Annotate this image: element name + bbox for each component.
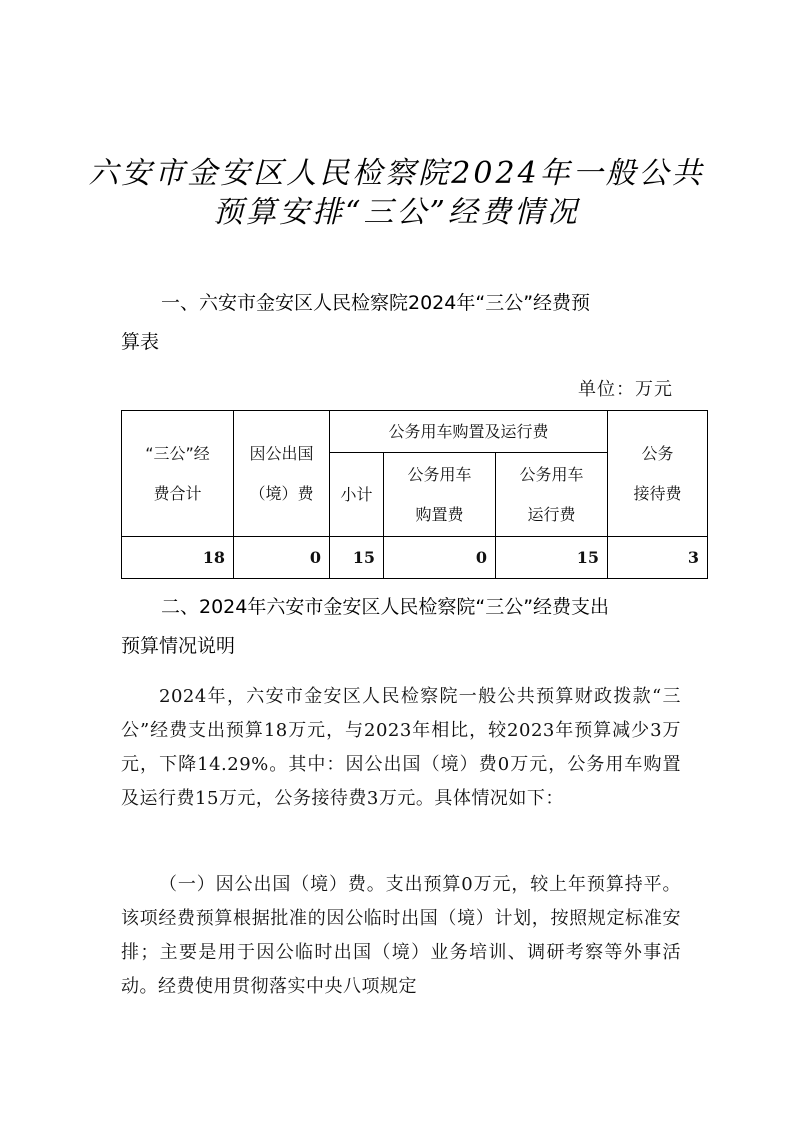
section2-heading-cont: 预算情况说明 xyxy=(121,635,236,657)
header-subtotal: 小计 xyxy=(330,453,384,537)
header-purchase xyxy=(384,453,496,537)
header-operation xyxy=(496,453,608,537)
document-title-line1: 六安市金安区人民检察院2024年一般公共 xyxy=(88,156,705,191)
paragraph-summary: 2024年，六安市金安区人民检察院一般公共预算财政拨款“三公”经费支出预算18万元，与2023年相比，较2023年预算减少3万元，下降14.29%。其中：因公出国（境）费0万元，公务用车购置及运行费15万元，公务接待费3万元。具体情况如下： xyxy=(121,686,681,809)
value-reception: 3 xyxy=(608,537,708,579)
header-reception-line2: 接待费 xyxy=(633,483,682,503)
budget-table xyxy=(121,410,708,579)
header-abroad xyxy=(234,411,330,537)
paragraph-abroad: （一）因公出国（境）费。支出预算0万元，较上年预算持平。该项经费预算根据批准的因公临时出国（境）计划，按照规定标准安排；主要是用于因公临时出国（境）业务培训、调研考察等外事活动。经费使用贯彻落实中央八项规定 xyxy=(121,874,681,997)
header-operation-line2: 运行费 xyxy=(527,504,576,524)
header-total-line2: 费合计 xyxy=(153,483,202,503)
value-total: 18 xyxy=(122,537,234,579)
header-total-line1: “三公”经 xyxy=(145,443,210,463)
header-vehicle-group: 公务用车购置及运行费 xyxy=(330,411,608,453)
header-abroad-line1: 因公出国 xyxy=(249,443,314,463)
header-abroad-line2: （境）费 xyxy=(249,483,314,503)
header-purchase-line1: 公务用车 xyxy=(407,464,472,484)
section1-heading: 一、六安市金安区人民检察院2024年“三公”经费预 xyxy=(161,292,591,314)
section1-heading-cont: 算表 xyxy=(121,331,160,353)
header-total xyxy=(122,411,234,537)
value-operation: 15 xyxy=(496,537,608,579)
header-purchase-line2: 购置费 xyxy=(415,504,464,524)
header-reception xyxy=(608,411,708,537)
unit-label: 单位：万元 xyxy=(578,379,673,400)
document-title-line2: 预算安排“三公”经费情况 xyxy=(213,195,580,230)
header-operation-line1: 公务用车 xyxy=(519,464,584,484)
value-purchase: 0 xyxy=(384,537,496,579)
header-reception-line1: 公务 xyxy=(641,443,674,463)
value-subtotal: 15 xyxy=(330,537,384,579)
value-abroad: 0 xyxy=(234,537,330,579)
section2-heading: 二、2024年六安市金安区人民检察院“三公”经费支出 xyxy=(161,596,610,618)
